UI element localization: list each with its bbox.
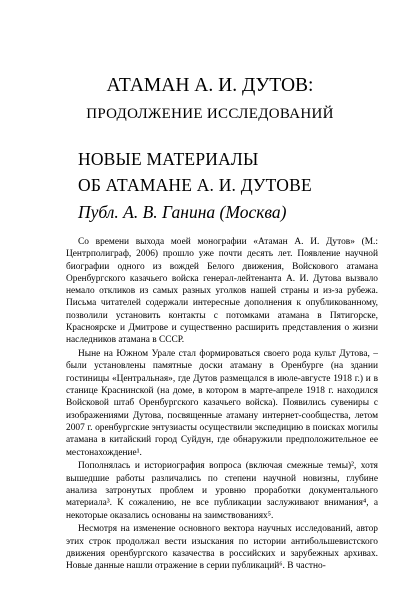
article-body [66, 236, 378, 574]
article-heading [78, 146, 398, 225]
paragraph: Со времени выхода моей монографии «Атаман А. И. Дутов» (М.: Центрполиграф, 2006) прошло уже почти десять лет. Появление научной биографии одного из вождей Белого движения, Войскового атамана Оренбургского казачьего войска генерал-лейтенанта А. И. Дутова вызвало немало откликов из самых разных уголков нашей страны и из-за рубежа. Письма читателей содержали интересные дополнения к опубликованному, позволили установить контакты с потомками атамана в Пятигорске, Красноярске и Дмитрове и существенно расширить представления о жизни наследников атамана в СССР. [66, 237, 378, 346]
section-title-line2: ПРОДОЛЖЕНИЕ ИССЛЕДОВАНИЙ [86, 106, 334, 122]
paragraph: Несмотря на изменение основного вектора научных исследований, автор этих строк продолжал вести изыскания по истории антибольшевистского движения оренбургского казачества в российских и зарубежных архивах. Новые данные нашли отражение в серии публикаций⁶. В частно- [66, 524, 378, 572]
article-title-line1: НОВЫЕ МАТЕРИАЛЫ [78, 149, 259, 169]
paragraph: Ныне на Южном Урале стал формироваться своего рода культ Дутова, – были установлены памятные доски атаману в Оренбурге (на здании гостиницы «Центральная», где Дутов размещался в июле-августе 1918 г.) и в станице Краснинской (на доме, в котором в марте-апреле 1918 г. находился Войсковой штаб Оренбургского казачьего войска). Появились сувениры с изображениями Дутова, посвященные атаману интернет-сообщества, летом 2007 г. оренбургские энтузиасты осуществили экспедицию в поисках могилы атамана в китайский город Суйдун, где обнаружили предположительное ее местонахождение¹. [66, 349, 378, 458]
paragraph: Пополнялась и историография вопроса (включая смежные темы)², хотя вышедшие работы различались по степени научной новизны, глубине анализа затронутых проблем и уровню проработки документального материала³. К сожалению, не все публикации заслуживают внимания⁴, а некоторые оказались основаны на заимствованиях⁵. [66, 461, 378, 521]
publisher-line: Публ. А. В. Ганина (Москва) [78, 202, 287, 222]
section-title [0, 72, 420, 128]
section-title-line1: АТАМАН А. И. ДУТОВ: [106, 75, 314, 96]
article-title-line2: ОБ АТАМАНЕ А. И. ДУТОВЕ [78, 175, 312, 195]
